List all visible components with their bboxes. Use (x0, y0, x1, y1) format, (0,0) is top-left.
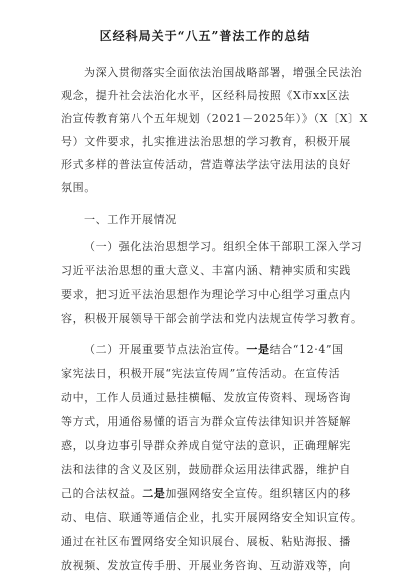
paragraph-line: 为深入贯彻落实全面依法治国战略部署，增强全民法治 (84, 66, 363, 79)
paragraph-line: 习近平法治思想的重大意义、丰富内涵、精神实质和实践 (61, 264, 351, 277)
paragraph-line: 己的合法权益。二是加强网络安全宣传。组织辖区内的移 (61, 487, 352, 500)
emphasis-text: 一是 (246, 343, 270, 356)
paragraph-line: 法和法律的含义及区别，鼓励群众运用法律武器，维护自 (61, 463, 351, 476)
paragraph-line: 等方式，用通俗易懂的语言为群众宣传法律知识并答疑解 (61, 415, 351, 428)
paragraph-line: （二）开展重要节点法治宣传。一是结合“12·4”国 (84, 343, 344, 356)
paragraph-line: 形式多样的普法宣传活动，营造尊法学法守法用法的良好 (61, 158, 351, 171)
paragraph-line: 治宣传教育第八个五年规划（2021－2025年）》（X〔X〕X (61, 112, 369, 125)
section-heading: 一、工作开展情况 (84, 213, 177, 226)
paragraph-line: 放视频、发放宣传手册、开展业务咨询、互动游戏等，向 (61, 559, 351, 572)
paragraph-line: 氛围。 (61, 181, 96, 194)
paragraph-line: 要求，把习近平法治思想作为理论学习中心组学习重点内 (61, 288, 351, 301)
emphasis-text: 二是 (142, 487, 166, 500)
document-title: 区经科局关于“八五”普法工作的总结 (99, 29, 311, 43)
paragraph-line: （一）强化法治思想学习。组织全体干部职工深入学习 (84, 240, 363, 253)
paragraph-line: 家宪法日，积极开展“宪法宣传周”宣传活动。在宣传活 (61, 367, 341, 380)
paragraph-line: 惑，以身边事引导群众养成自觉守法的意识，正确理解宪 (61, 439, 351, 452)
paragraph-line: 容，积极开展领导干部会前学法和党内法规宣传学习教育。 (61, 312, 363, 325)
paragraph-line: 号）文件要求，扎实推进法治思想的学习教育，积极开展 (61, 135, 351, 148)
paragraph-line: 通过在社区布置网络安全知识展台、展板、粘贴海报、播 (61, 535, 351, 548)
paragraph-line: 动、电信、联通等通信企业，扎实开展网络安全知识宣传。 (61, 511, 363, 524)
paragraph-line: 观念，提升社会法治化水平，区经科局按照《X市xx区法 (61, 89, 350, 102)
paragraph-line: 动中，工作人员通过悬挂横幅、发放宣传资料、现场咨询 (61, 391, 351, 404)
